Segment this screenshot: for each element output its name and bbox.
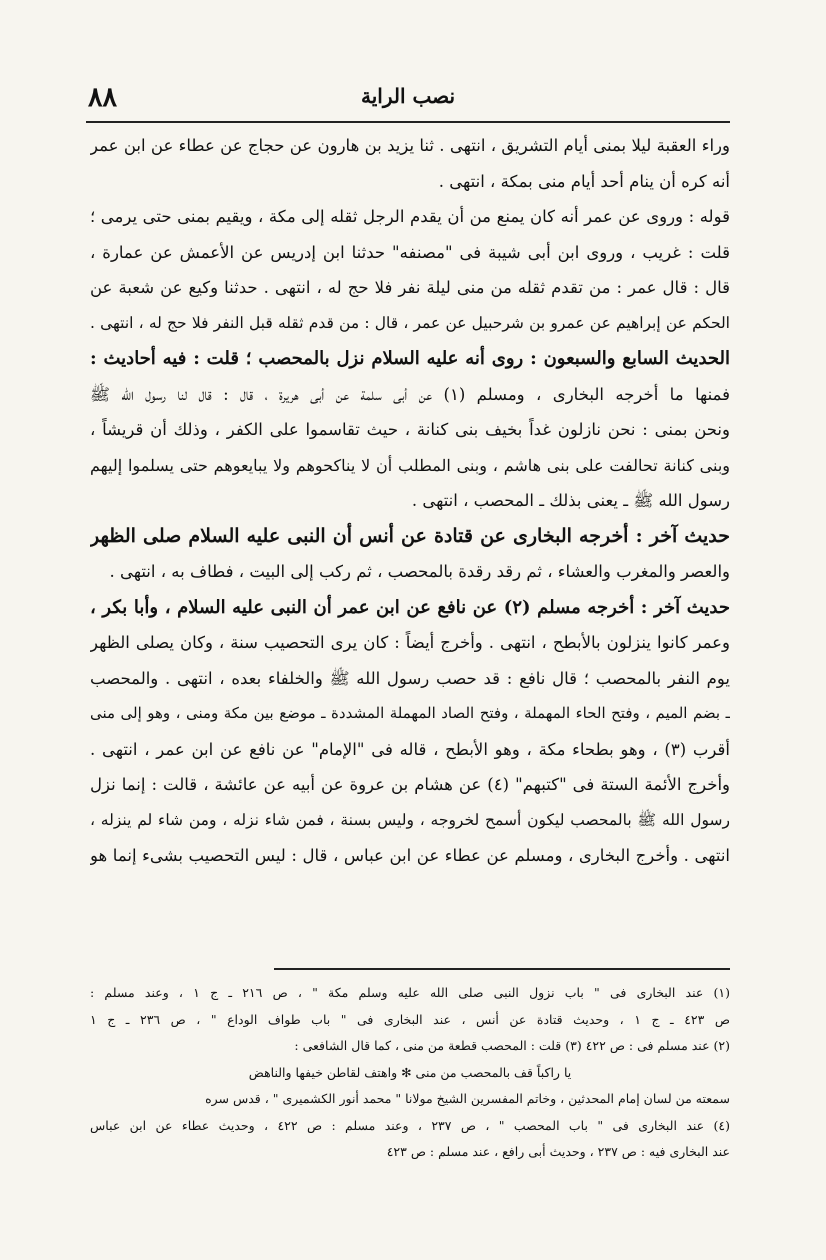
running-title: نصب الراية — [360, 84, 456, 108]
text-line: قال : قال عمر : من تقدم ثقله من منى ليلة نفر فلا حج له ، انتهى . حدثنا وكيع عن شعبة عن — [90, 278, 730, 297]
page-number: ٨٨ — [88, 82, 118, 113]
text-line: وراء العقبة ليلا بمنى أيام التشريق ، انتهى . ثنا يزيد بن هارون عن حجاج عن عطاء عن ابن عمر — [90, 136, 730, 155]
footnote-line: (٤) عند البخارى فى " باب المحصب " ، ص ٢٣٧ ، وعند مسلم : ص ٤٢٢ ، وحديث عطاء عن ابن عباس — [90, 1117, 730, 1133]
text-line: الحكم عن إبراهيم عن عمرو بن شرحبيل عن عمر ، قال : من قدم ثقله قبل النفر فلا حج له ، انتهى . — [90, 313, 730, 332]
footnote-line: سمعته من لسان إمام المحدثين ، وخاتم المفسرين الشيخ مولانا " محمد أنور الكشميرى " ، قدس سره — [205, 1091, 730, 1106]
text-line: فمنها ما أخرجه البخارى ، ومسلم (١) عن أبى سلمة عن أبى هريرة ، قال : قال لنا رسول الله ﷺ — [90, 384, 730, 404]
hadith-heading: حديث آخر : أخرجه مسلم (٢) عن نافع عن ابن عمر أن النبى عليه السلام ، وأبا بكر ، — [90, 596, 730, 618]
header-rule — [86, 121, 730, 123]
footnote-rule — [274, 968, 730, 970]
text-line: انتهى . وأخرج البخارى ، ومسلم عن عطاء عن ابن عباس ، قال : ليس التحصيب بشىء إنما هو — [90, 846, 730, 865]
footnote-line: ص ٤٢٣ ـ ج ١ ، وحديث قتادة عن أنس ، عند البخارى فى " باب طواف الوداع " ، ص ٢٣٦ ـ ج ١ — [90, 1011, 730, 1027]
text-line: ـ بضم الميم ، وفتح الحاء المهملة ، وفتح الصاد المهملة المشددة ـ موضع بين مكة ومنى ، وهو إلى منى — [90, 704, 730, 722]
footnote-line: (١) عند البخارى فى " باب نزول النبى صلى الله عليه وسلم مكة " ، ص ٢١٦ ـ ج ١ ، وعند مسلم : — [90, 985, 730, 1000]
text-line: رسول الله ﷺ ـ يعنى بذلك ـ المحصب ، انتهى . — [411, 491, 730, 510]
text-line: وعمر كانوا ينزلون بالأبطح ، انتهى . وأخرج أيضاً : كان يرى التحصيب سنة ، وكان يصلى الظهر — [90, 633, 730, 652]
text-line: أقرب (٣) ، وهو بطحاء مكة ، وهو الأبطح ، قاله فى "الإمام" عن نافع عن ابن عمر ، انتهى . — [90, 739, 730, 759]
text-line: يوم النفر بالمحصب ؛ قال نافع : قد حصب رسول الله ﷺ والخلفاء بعده ، انتهى . والمحصب — [90, 668, 730, 688]
text-line: وبنى كنانة تحالفت على بنى هاشم ، وبنى المطلب أن لا يناكحوهم ولا يبايعوهم حتى يسلموا إليهم — [90, 455, 730, 475]
page-header — [88, 80, 728, 122]
main-text — [90, 128, 730, 874]
footnote-line: عند البخارى فيه : ص ٢٣٧ ، وحديث أبى رافع ، عند مسلم : ص ٤٢٣ — [386, 1144, 730, 1159]
text-line: رسول الله ﷺ بالمحصب ليكون أسمح لخروجه ، وليس بسنة ، فمن شاء نزله ، ومن شاء لم ينزله ، — [90, 810, 730, 829]
text-line: أنه كره أن ينام أحد أيام منى بمكة ، انتهى . — [438, 171, 730, 191]
text-line: قوله : وروى عن عمر أنه كان يمنع من أن يقدم الرجل ثقله إلى مكة ، ويقيم بمنى حتى يرمى ؛ — [90, 207, 730, 226]
poem-verse: يا راكباً قف بالمحصب من منى ✻ واهتف لقاطن خيفها والناهض — [248, 1064, 572, 1080]
hadith-heading: حديث آخر : أخرجه البخارى عن قتادة عن أنس أن النبى عليه السلام صلى الظهر — [90, 524, 730, 547]
text-line: قلت : غريب ، وروى ابن أبى شيبة فى "مصنفه" حدثنا ابن إدريس عن الأعمش عن عمارة ، — [90, 242, 730, 262]
text-line: والعصر والمغرب والعشاء ، ثم رقد رقدة بالمحصب ، ثم ركب إلى البيت ، فطاف به ، انتهى . — [109, 562, 730, 581]
footnote-line: (٢) عند مسلم فى : ص ٤٢٢ (٣) قلت : المحصب قطعة من منى ، كما قال الشافعى : — [294, 1038, 730, 1053]
hadith-heading: الحديث السابع والسبعون : روى أنه عليه السلام نزل بالمحصب ؛ قلت : فيه أحاديث : — [90, 348, 730, 369]
footnotes — [90, 980, 730, 1166]
text-line: ونحن بمنى : نحن نازلون غداً بخيف بنى كنانة ، حيث تقاسموا على الكفر ، وذلك أن قريشاً ، — [90, 420, 730, 439]
text-line: وأخرج الأئمة الستة فى "كتبهم" (٤) عن هشام بن عروة عن أبيه عن عائشة ، قالت : إنما نزل — [90, 775, 730, 794]
